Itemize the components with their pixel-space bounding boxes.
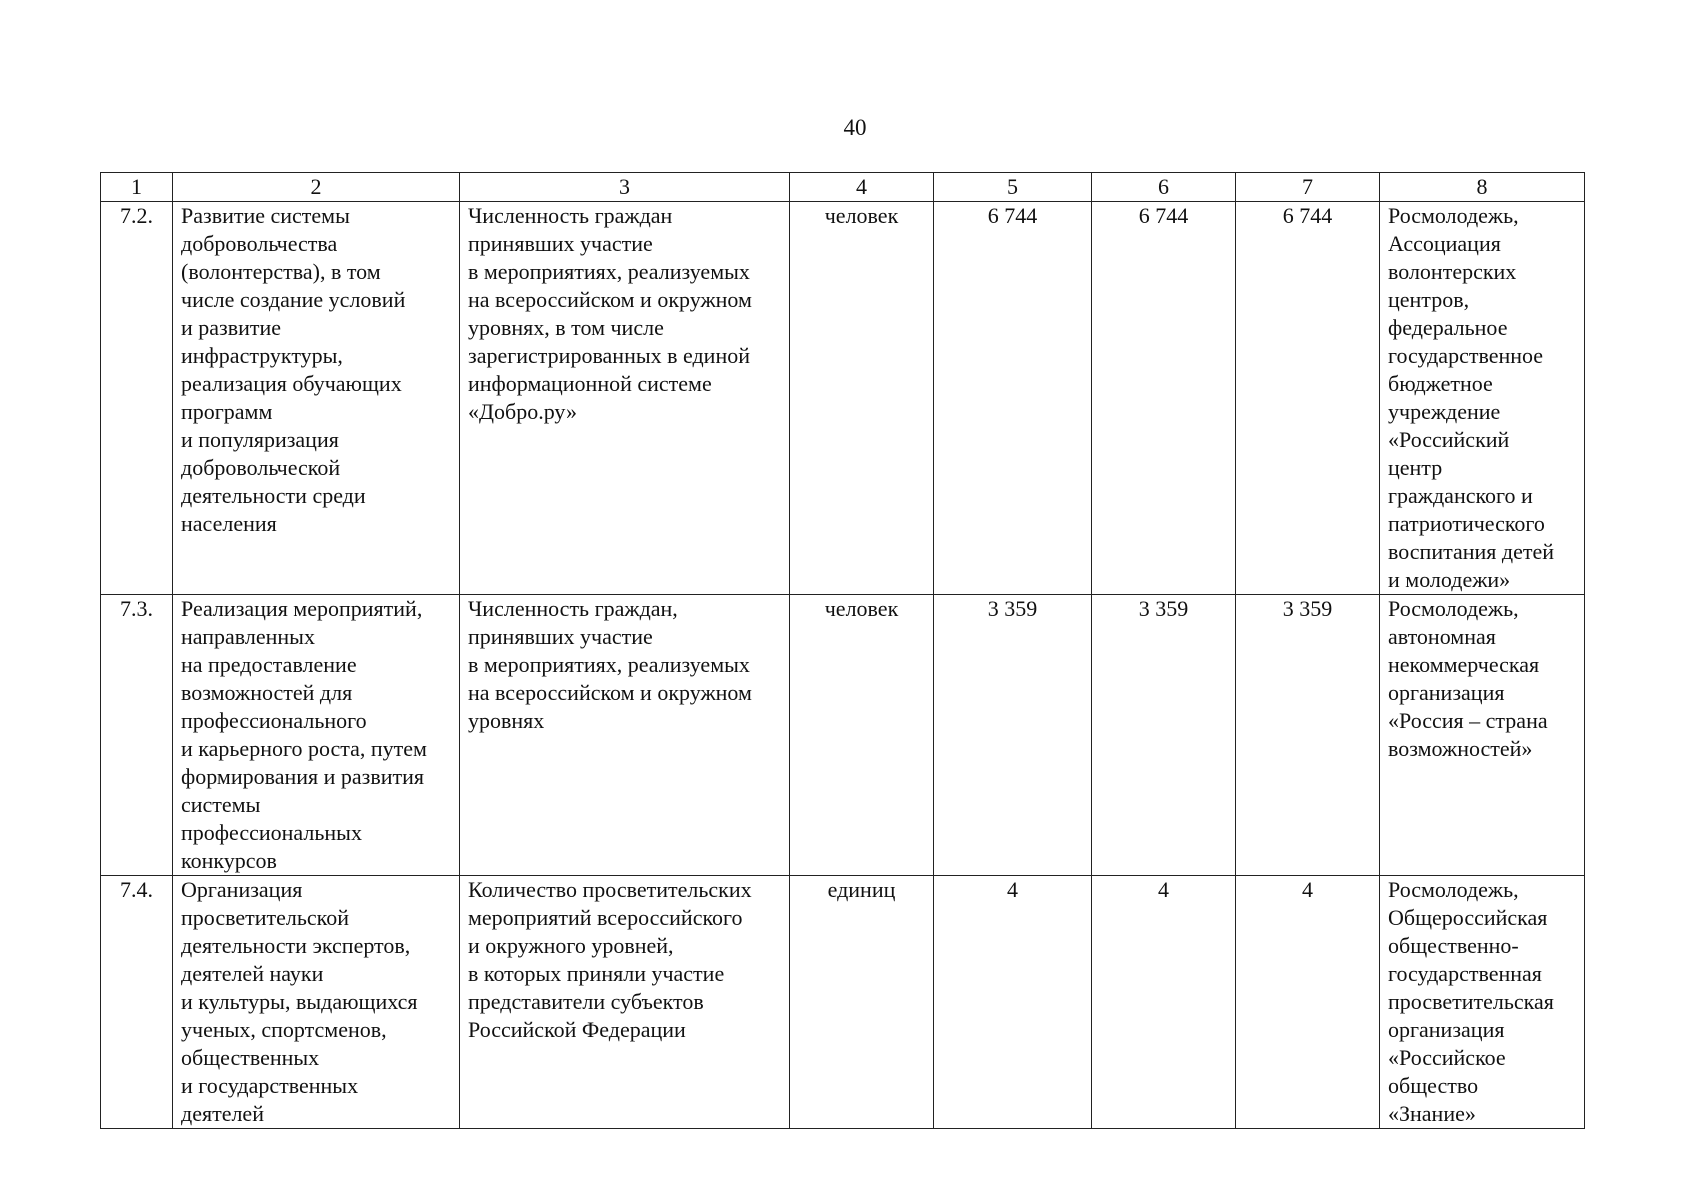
column-header: 6 (1092, 173, 1236, 202)
value-cell: 3 359 (1236, 595, 1380, 876)
activity-cell: Организация просветительской деятельности экспертов, деятелей науки и культуры, выдающихся ученых, спортсменов, общественных и государственных деятелей (173, 876, 460, 1129)
column-header: 3 (460, 173, 790, 202)
responsible-cell: Росмолодежь, Ассоциация волонтерских центров, федеральное государственное бюджетное учреждение «Российский центр гражданского и патриотического воспитания детей и молодежи» (1380, 202, 1585, 595)
row-number: 7.3. (101, 595, 173, 876)
value-cell: 3 359 (1092, 595, 1236, 876)
value-cell: 4 (934, 876, 1092, 1129)
value-cell: 6 744 (934, 202, 1092, 595)
page-number: 40 (843, 115, 867, 140)
value-cell: 6 744 (1092, 202, 1236, 595)
table-row (101, 876, 1585, 1129)
table-header-row (101, 173, 1585, 202)
indicator-cell: Численность граждан, принявших участие в мероприятиях, реализуемых на всероссийском и окружном уровнях (460, 595, 790, 876)
column-header: 7 (1236, 173, 1380, 202)
value-cell: 3 359 (934, 595, 1092, 876)
column-header: 8 (1380, 173, 1585, 202)
indicator-cell: Численность граждан принявших участие в мероприятиях, реализуемых на всероссийском и окружном уровнях, в том числе зарегистрированных в единой информационной системе «Добро.ру» (460, 202, 790, 595)
responsible-cell: Росмолодежь, Общероссийская общественно- государственная просветительская организация «Российское общество «Знание» (1380, 876, 1585, 1129)
column-header: 2 (173, 173, 460, 202)
value-cell: 4 (1236, 876, 1380, 1129)
column-header: 5 (934, 173, 1092, 202)
document-table (100, 172, 1585, 1129)
value-cell: 6 744 (1236, 202, 1380, 595)
row-number: 7.4. (101, 876, 173, 1129)
activity-cell: Развитие системы добровольчества (волонтерства), в том числе создание условий и развитие инфраструктуры, реализация обучающих программ и популяризация добровольческой деятельности среди населения (173, 202, 460, 595)
column-header: 4 (790, 173, 934, 202)
unit-cell: единиц (790, 876, 934, 1129)
unit-cell: человек (790, 595, 934, 876)
responsible-cell: Росмолодежь, автономная некоммерческая организация «Россия – страна возможностей» (1380, 595, 1585, 876)
value-cell: 4 (1092, 876, 1236, 1129)
unit-cell: человек (790, 202, 934, 595)
indicator-cell: Количество просветительских мероприятий всероссийского и окружного уровней, в которых приняли участие представители субъектов Российской Федерации (460, 876, 790, 1129)
table-row (101, 202, 1585, 595)
row-number: 7.2. (101, 202, 173, 595)
table-row (101, 595, 1585, 876)
activity-cell: Реализация мероприятий, направленных на предоставление возможностей для профессионального и карьерного роста, путем формирования и развития системы профессиональных конкурсов (173, 595, 460, 876)
column-header: 1 (101, 173, 173, 202)
